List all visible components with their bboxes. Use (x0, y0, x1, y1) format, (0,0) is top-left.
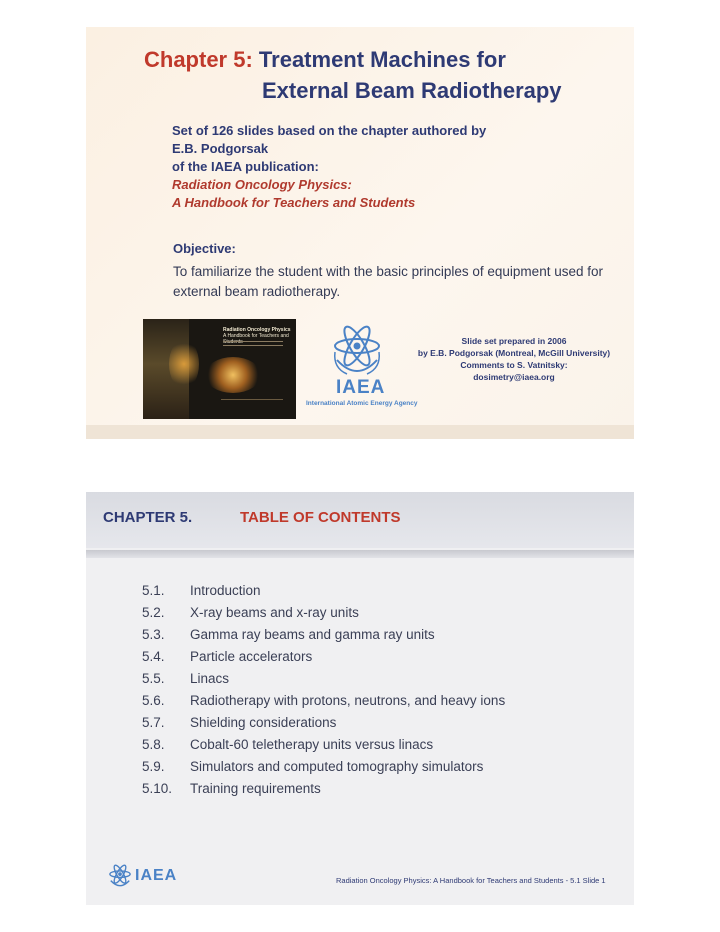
credit-line: Comments to S. Vatnitsky: (460, 360, 568, 370)
slide-title-line2: External Beam Radiotherapy (262, 78, 562, 103)
credits-block (404, 335, 624, 383)
iaea-logo-text: IAEA (135, 867, 178, 884)
chapter-heading: CHAPTER 5. (103, 509, 193, 526)
credit-email: dosimetry@iaea.org (473, 372, 555, 382)
book-cover-image (143, 319, 296, 419)
chapter-label: Chapter 5: (144, 47, 253, 72)
iaea-logo-icon (108, 862, 132, 890)
credit-line: by E.B. Podgorsak (Montreal, McGill University) (417, 348, 611, 358)
intro-line: of the IAEA publication: (172, 159, 319, 174)
toc-slide: CHAPTER 5. TABLE OF CONTENTS 5.1. Introduction 5.2. X-ray beams and x-ray units 5.3. Gamma ray beams and gamma ray units 5.4. Particle accelerators 5.5. Linacs 5.6. Radiotherapy with protons, neutrons, and heavy ions 5.7. Shielding considerations 5.8. Cobalt-60 teletherapy units versus linacs 5.9. Simulators and computed tomography simulators 5.10. Training requirements IAEA Radiation Oncology Physics: A Handbook for Teachers and Students - 5.1 Slide 1 (86, 492, 634, 905)
objective-text: To familiarize the student with the basic principles of equipment used for external beam radiotherapy. (173, 264, 603, 299)
iaea-logo-icon (331, 320, 383, 380)
publication-line: A Handbook for Teachers and Students (172, 195, 416, 210)
header-divider (86, 550, 634, 558)
title-slide (86, 27, 634, 439)
intro-line: Set of 126 slides based on the chapter authored by (172, 123, 487, 138)
title-text-1: Treatment Machines for (258, 47, 506, 72)
slide-title-line1 (144, 47, 506, 73)
slide-bottom-band (86, 425, 634, 439)
book-cover-title: Radiation Oncology Physics A Handbook for Teachers and Students (223, 327, 291, 345)
iaea-logo-subtext: International Atomic Energy Agency (306, 400, 418, 407)
iaea-logo-text: IAEA (336, 377, 386, 398)
intro-block (172, 122, 486, 212)
publication-line: Radiation Oncology Physics: (172, 177, 352, 192)
slide-footer: Radiation Oncology Physics: A Handbook for Teachers and Students - 5.1 Slide 1 (336, 876, 606, 885)
objective-label: Objective: (173, 241, 236, 256)
intro-line: E.B. Podgorsak (172, 141, 269, 156)
toc-heading: TABLE OF CONTENTS (240, 509, 401, 526)
credit-line: Slide set prepared in 2006 (461, 336, 567, 346)
